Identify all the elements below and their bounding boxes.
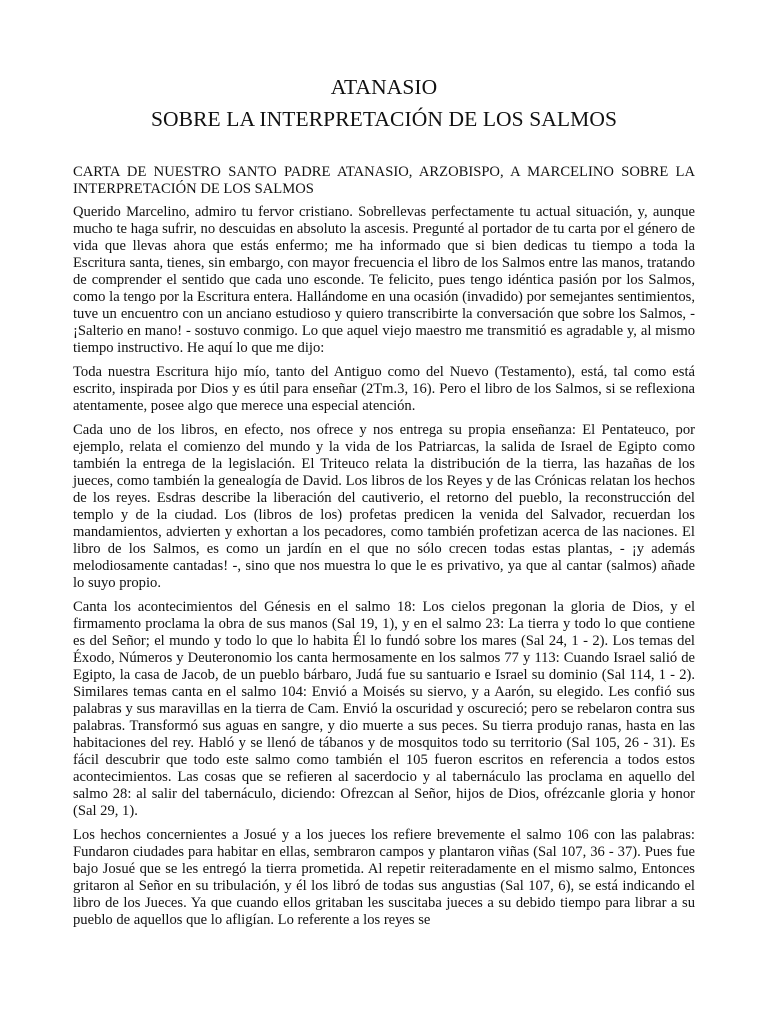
letter-heading: CARTA DE NUESTRO SANTO PADRE ATANASIO, ARZOBISPO, A MARCELINO SOBRE LA INTERPRETACIÓN DE LOS SALMOS [73, 164, 695, 197]
paragraph-4: Canta los acontecimientos del Génesis en el salmo 18: Los cielos pregonan la gloria de Dios, y el firmamento proclama la obra de sus manos (Sal 19, 1), y en el salmo 23: La tierra y todo lo que contiene es del Señor; el mundo y todo lo que lo habita Él lo fundó sobre los mares (Sal 24, 1 - 2). Los temas del Éxodo, Números y Deuteronomio los canta hermosamente en los salmos 77 y 113: Cuando Israel salió de Egipto, la casa de Jacob, de un pueblo bárbaro, Judá fue su santuario e Israel su dominio (Sal 114, 1 - 2). Similares temas canta en el salmo 104: Envió a Moisés su siervo, y a Aarón, su elegido. Les confió sus palabras y sus maravillas en la tierra de Cam. Envió la oscuridad y oscureció; pero se rebelaron contra sus palabras. Transformó sus aguas en sangre, y dio muerte a sus peces. Su tierra produjo ranas, hasta en las habitaciones del rey. Habló y se llenó de tábanos y de mosquitos todo su territorio (Sal 105, 26 - 31). Es fácil descubrir que todo este salmo como también el 105 fueron escritos en referencia a todos estos acontecimientos. Las cosas que se refieren al sacerdocio y al tabernáculo las proclama en aquello del salmo 28: al salir del tabernáculo, diciendo: Ofrezcan al Señor, hijos de Dios, ofrézcanle gloria y honor (Sal 29, 1). [73, 599, 695, 819]
document-subtitle: SOBRE LA INTERPRETACIÓN DE LOS SALMOS [150, 107, 618, 131]
paragraph-3: Cada uno de los libros, en efecto, nos ofrece y nos entrega su propia enseñanza: El Pentateuco, por ejemplo, relata el comienzo del mundo y la vida de los Patriarcas, la salida de Israel de Egipto como también la entrega de la legislación. El Triteuco relata la distribución de la tierra, las hazañas de los jueces, como también la genealogía de David. Los libros de los Reyes y de las Crónicas relatan los hechos de los reyes. Esdras describe la liberación del cautiverio, el retorno del pueblo, la reconstrucción del templo y de la ciudad. Los (libros de los) profetas predicen la venida del Salvador, recuerdan los mandamientos, advierten y exhortan a los pecadores, como también profetizan acerca de las naciones. El libro de los Salmos, es como un jardín en el que no sólo crecen todas estas plantas, - ¡y además melodiosamente cantadas! -, sino que nos muestra lo que le es privativo, ya que al cantar (salmos) añade lo suyo propio. [73, 422, 695, 591]
paragraph-1: Querido Marcelino, admiro tu fervor cristiano. Sobrellevas perfectamente tu actual situación, y, aunque mucho te haga sufrir, no descuidas en absoluto la ascesis. Pregunté al portador de tu carta por el género de vida que llevas ahora que estás enfermo; me ha informado que si bien dedicas tu tiempo a toda la Escritura santa, tienes, sin embargo, con mayor frecuencia el libro de los Salmos entre las manos, tratando de comprender el sentido que cada uno esconde. Te felicito, pues tengo idéntica pasión por los Salmos, como la tengo por la Escritura entera. Hallándome en una ocasión (invadido) por semejantes sentimientos, tuve un encuentro con un anciano estudioso y quiero transcribirte la conversación que sobre los Salmos, - ¡Salterio en mano! - sostuvo conmigo. Lo que aquel viejo maestro me transmitió es agradable y, al mismo tiempo instructivo. He aquí lo que me dijo: [73, 204, 695, 356]
paragraph-2: Toda nuestra Escritura hijo mío, tanto del Antiguo como del Nuevo (Testamento), está, tal como está escrito, inspirada por Dios y es útil para enseñar (2Tm.3, 16). Pero el libro de los Salmos, si se reflexiona atentamente, posee algo que merece una especial atención. [73, 364, 695, 414]
document-page [73, 72, 695, 929]
paragraph-5: Los hechos concernientes a Josué y a los jueces los refiere brevemente el salmo 106 con las palabras: Fundaron ciudades para habitar en ellas, sembraron campos y plantaron viñas (Sal 107, 36 - 37). Pues fue bajo Josué que se les entregó la tierra prometida. Al repetir reiteradamente en el mismo salmo, Entonces gritaron al Señor en su tribulación, y él los libró de todas sus angustias (Sal 107, 6), se está indicando el libro de los Jueces. Ya que cuando ellos gritaban les suscitaba jueces a su debido tiempo para librar a su pueblo de aquellos que lo afligían. Lo referente a los reyes se [73, 827, 695, 928]
document-title: ATANASIO [330, 75, 438, 99]
